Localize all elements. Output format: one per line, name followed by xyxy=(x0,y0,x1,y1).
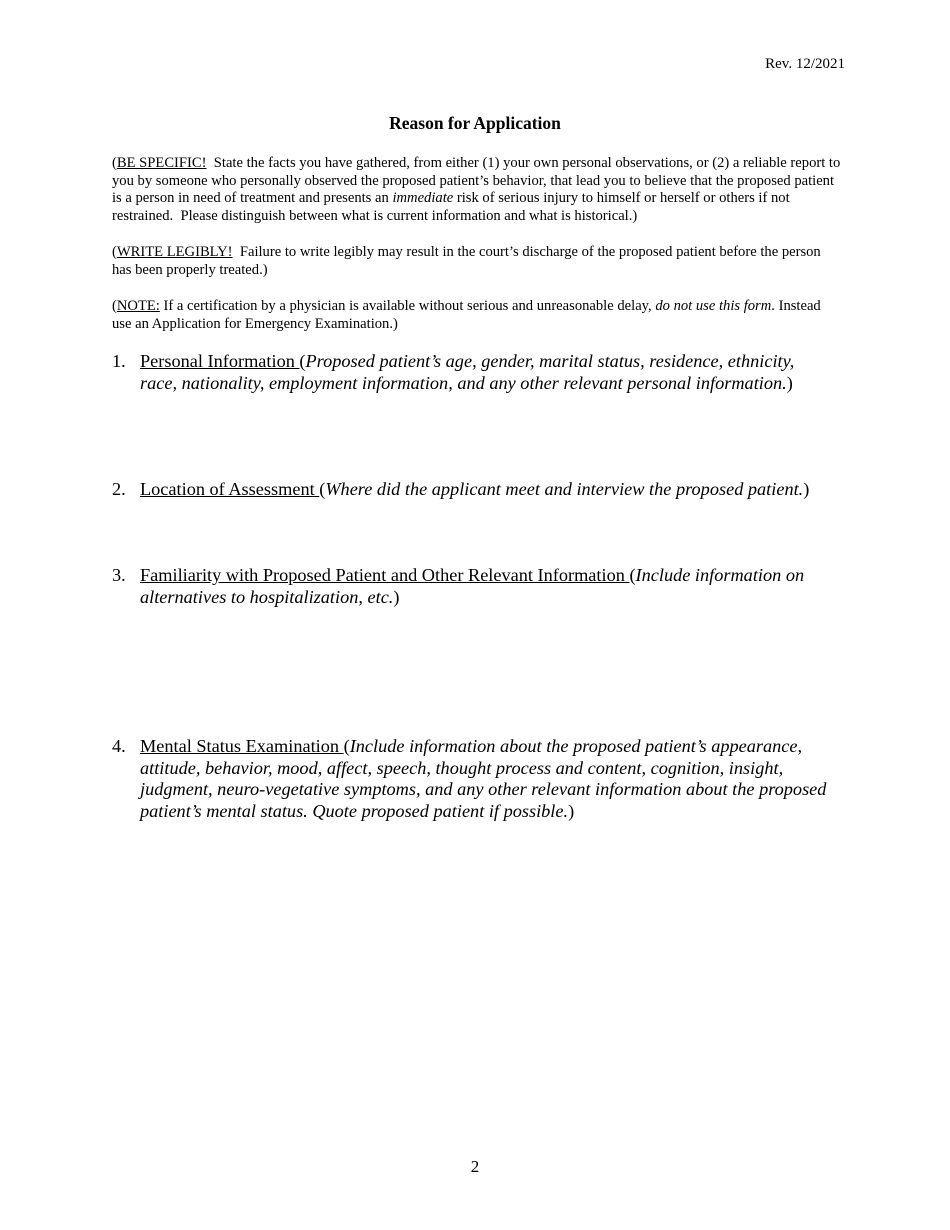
be-specific-label: BE SPECIFIC! xyxy=(116,155,207,171)
paren-open: ( xyxy=(319,479,326,499)
section-location-of-assessment xyxy=(112,479,832,501)
section-heading: Mental Status Examination xyxy=(140,736,344,756)
section-description: Proposed patient’s age, gender, marital status, residence, ethnicity, race, nationality, employment information, and any other relevant personal information. xyxy=(140,351,795,393)
note-instruction xyxy=(112,298,842,333)
section-number: 1. xyxy=(112,351,126,371)
note-text: If a certification by a physician is available without serious and unreasonable delay, xyxy=(159,298,656,314)
section-description: Include information about the proposed patient’s appearance, attitude, behavior, mood, affect, speech, thought process and content, cognition, insight, judgment, neuro-vegetative symptoms, and any other relevant information about the proposed patient’s mental status. Quote proposed patient if possible. xyxy=(140,736,827,821)
section-heading: Location of Assessment xyxy=(140,479,320,499)
be-specific-text: State the facts you have gathered, from either (1) your own personal observations, or (2) a reliable report to you by someone who personally observed the proposed patient’s behavior, that lead you to believe that the proposed patient is a person in need of treatment and presents an xyxy=(112,155,844,207)
paren-open: ( xyxy=(112,244,117,260)
paren-close: ) xyxy=(786,372,793,393)
note-label: NOTE: xyxy=(116,298,160,314)
paren-open: ( xyxy=(629,565,636,585)
be-specific-text-cont: risk of serious injury to himself or herself or others if not restrained. Please distinguish between what is current information and what is historical.) xyxy=(112,190,794,224)
section-heading: Familiarity with Proposed Patient and Other Relevant Information xyxy=(140,565,630,585)
section-mental-status-examination xyxy=(112,736,832,822)
section-number: 3. xyxy=(112,565,126,585)
paren-close: ) xyxy=(803,479,810,499)
section-heading: Personal Information xyxy=(140,351,300,371)
paren-open: ( xyxy=(299,351,306,371)
write-legibly-label: WRITE LEGIBLY! xyxy=(116,244,233,260)
paren-open: ( xyxy=(112,298,117,314)
page-number: 2 xyxy=(470,1157,480,1176)
do-not-use-emphasis: do not use this form xyxy=(655,298,772,314)
be-specific-instruction xyxy=(112,155,842,225)
immediate-emphasis: immediate xyxy=(392,190,454,207)
section-familiarity xyxy=(112,565,832,608)
paren-close: ) xyxy=(568,800,575,821)
revision-date: Rev. 12/2021 xyxy=(765,56,845,72)
paren-open: ( xyxy=(112,155,117,171)
section-personal-information xyxy=(112,351,832,394)
paren-open: ( xyxy=(343,736,350,756)
write-legibly-text: Failure to write legibly may result in the court’s discharge of the proposed patient before the person has been properly treated.) xyxy=(112,244,825,278)
paren-close: ) xyxy=(393,586,400,607)
write-legibly-instruction xyxy=(112,244,842,279)
note-text-cont: . Instead use an Application for Emergency Examination.) xyxy=(112,298,821,332)
section-description: Include information on alternatives to hospitalization, etc. xyxy=(140,565,805,607)
section-description: Where did the applicant meet and interview the proposed patient. xyxy=(325,479,804,499)
page-title: Reason for Application xyxy=(389,113,561,133)
section-number: 2. xyxy=(112,479,126,499)
section-number: 4. xyxy=(112,736,126,756)
